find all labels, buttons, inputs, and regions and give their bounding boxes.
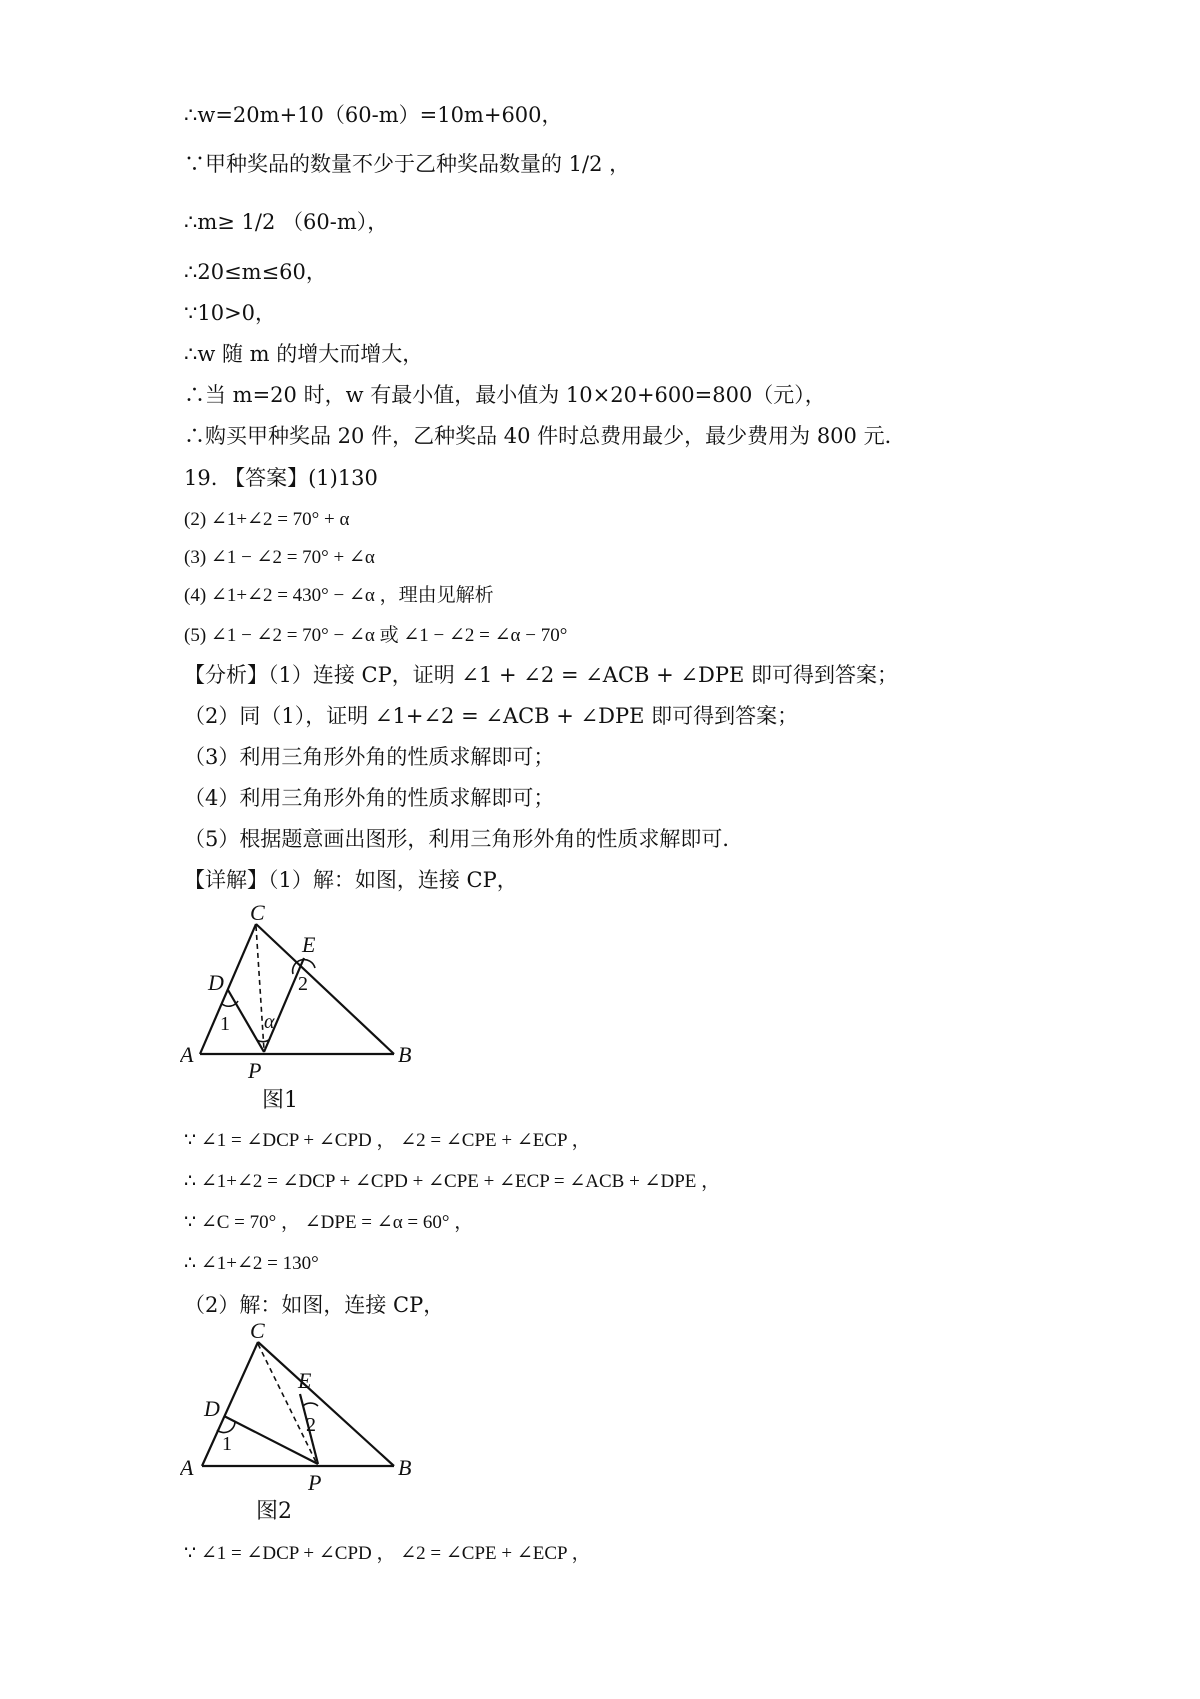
step-line: ∴ ∠1+∠2 = 130° <box>184 1253 319 1274</box>
detail2-intro: （2）解：如图，连接 CP， <box>184 1293 445 1317</box>
text-line: ∴当 m=20 时，w 有最小值，最小值为 10×20+600=800（元）， <box>184 383 826 407</box>
label-angle-1: 1 <box>222 1433 232 1455</box>
text-line: ∵甲种奖品的数量不少于乙种奖品数量的 1/2 ， <box>184 152 631 176</box>
label-alpha: α <box>264 1011 275 1033</box>
text-line: ∴w 随 m 的增大而增大， <box>184 342 424 366</box>
segment-dp <box>228 990 264 1052</box>
label-a: A <box>180 1042 194 1067</box>
label-c: C <box>250 1318 265 1343</box>
figure-2-caption: 图2 <box>256 1499 292 1524</box>
label-p: P <box>248 1058 262 1083</box>
step-line: ∵ ∠1 = ∠DCP + ∠CPD ， ∠2 = ∠CPE + ∠ECP ， <box>184 1130 591 1151</box>
side-cb <box>256 924 394 1054</box>
label-c: C <box>250 904 265 925</box>
text-line: ∴购买甲种奖品 20 件，乙种奖品 40 件时总费用最少，最少费用为 800 元． <box>184 424 906 448</box>
analysis-line: （2）同（1），证明 ∠1+∠2 = ∠ACB + ∠DPE 即可得到答案； <box>184 704 799 728</box>
analysis-line: （4）利用三角形外角的性质求解即可； <box>184 786 555 810</box>
segment-dp <box>224 1416 318 1464</box>
label-b: B <box>398 1042 412 1067</box>
step-line: ∵ ∠C = 70° ， ∠DPE = ∠α = 60° ， <box>184 1212 474 1233</box>
text-line: ∵10>0， <box>184 301 277 325</box>
answer-line: (2) ∠1+∠2 = 70° + α <box>184 509 350 530</box>
label-e: E <box>302 932 316 957</box>
step-line: ∴ ∠1+∠2 = ∠DCP + ∠CPD + ∠CPE + ∠ECP = ∠ACB + ∠DPE ， <box>184 1171 721 1192</box>
figure-2 <box>180 1318 440 1493</box>
angle-2-arc <box>303 1403 318 1406</box>
label-angle-1: 1 <box>220 1013 230 1035</box>
text-line: ∴20≤m≤60， <box>184 260 327 284</box>
label-angle-2: 2 <box>306 1414 316 1436</box>
analysis-line: （5）根据题意画出图形，利用三角形外角的性质求解即可． <box>184 827 744 851</box>
side-cb <box>258 1342 394 1466</box>
label-d: D <box>204 1396 220 1421</box>
detail-intro: 【详解】（1）解：如图，连接 CP， <box>184 868 518 892</box>
answer-header: 19. 【答案】(1)130 <box>184 466 378 490</box>
label-angle-2: 2 <box>298 973 308 995</box>
label-e: E <box>298 1368 312 1393</box>
analysis-line: 【分析】（1）连接 CP，证明 ∠1 + ∠2 = ∠ACB + ∠DPE 即可得到答案； <box>184 663 898 687</box>
figure-1 <box>180 904 440 1084</box>
label-p: P <box>308 1470 322 1493</box>
label-d: D <box>208 970 224 995</box>
figure-1-caption: 图1 <box>262 1088 298 1113</box>
step-line: ∵ ∠1 = ∠DCP + ∠CPD ， ∠2 = ∠CPE + ∠ECP ， <box>184 1543 591 1564</box>
label-b: B <box>398 1455 412 1480</box>
segment-cp-dashed <box>256 926 264 1050</box>
answer-line: (3) ∠1 − ∠2 = 70° + ∠α <box>184 547 375 568</box>
label-a: A <box>180 1455 194 1480</box>
answer-line: (5) ∠1 − ∠2 = 70° − ∠α 或 ∠1 − ∠2 = ∠α − 70° <box>184 625 568 646</box>
answer-line: (4) ∠1+∠2 = 430° − ∠α ，理由见解析 <box>184 585 494 606</box>
analysis-line: （3）利用三角形外角的性质求解即可； <box>184 745 555 769</box>
text-line: ∴m≥ 1/2 （60-m）， <box>184 210 389 234</box>
text-line: ∴w=20m+10（60-m）=10m+600， <box>184 103 563 127</box>
